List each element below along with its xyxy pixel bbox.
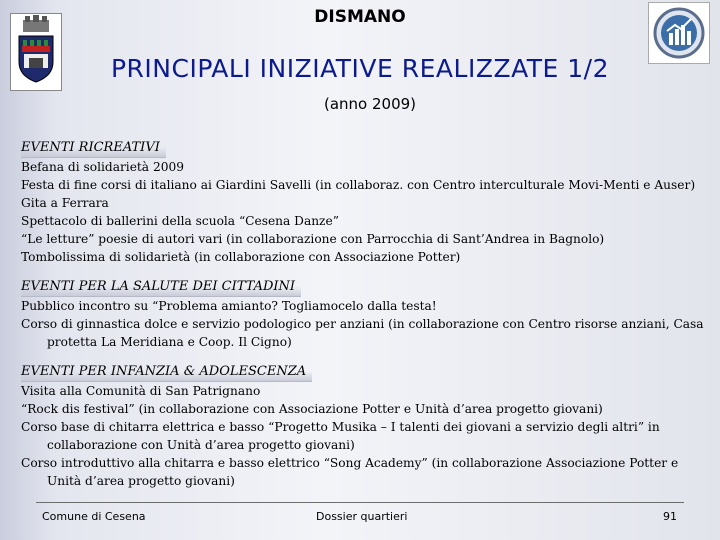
section-heading: EVENTI PER INFANZIA & ADOLESCENZA: [21, 363, 312, 382]
org-name: DISMANO: [314, 7, 406, 27]
list-item: Pubblico incontro su “Problema amianto? Togliamocelo dalla testa!: [21, 299, 437, 313]
list-item: Corso introduttivo alla chitarra e basso elettrico “Song Academy” (in collaborazione Associazione Potter e Unità d’area progetto giovani): [21, 456, 679, 488]
list-item: “Rock dis festival” (in collaborazione con Associazione Potter e Unità d’area progetto giovani): [21, 402, 603, 416]
content-body: [21, 138, 711, 501]
slide-subtitle: (anno 2009): [323, 95, 417, 113]
footer-left: Comune di Cesena: [42, 510, 146, 523]
list-item: Visita alla Comunità di San Patrignano: [21, 384, 261, 398]
list-item: Gita a Ferrara: [21, 196, 109, 210]
list-item: Corso di ginnastica dolce e servizio podologico per anziani (in collaborazione con Centro risorse anziani, Casa protetta La Meridiana e Coop. Il Cigno): [21, 317, 704, 349]
page-number: 91: [663, 510, 677, 523]
footer-center: Dossier quartieri: [316, 510, 408, 523]
list-item: Festa di fine corsi di italiano ai Giardini Savelli (in collaboraz. con Centro interculturale Movi-Menti e Auser): [21, 178, 696, 192]
list-item: Tombolissima di solidarietà (in collaborazione con Associazione Potter): [21, 250, 461, 264]
list-item: “Le letture” poesie di autori vari (in collaborazione con Parrocchia di Sant’Andrea in Bagnolo): [21, 232, 605, 246]
section-heading: EVENTI PER LA SALUTE DEI CITTADINI: [21, 278, 301, 297]
section-eventi-infanzia: [21, 362, 711, 490]
section-eventi-ricreativi: [21, 138, 711, 266]
footer-divider: [36, 502, 684, 503]
section-heading: EVENTI RICREATIVI: [21, 139, 166, 158]
list-item: Befana di solidarietà 2009: [21, 160, 184, 174]
list-item: Spettacolo di ballerini della scuola “Cesena Danze”: [21, 214, 339, 228]
section-eventi-salute: [21, 277, 711, 351]
slide-title: PRINCIPALI INIZIATIVE REALIZZATE 1/2: [110, 54, 609, 83]
list-item: Corso base di chitarra elettrica e basso “Progetto Musika – I talenti dei giovani a servizio degli altri” in collaborazione con Unità d’area progetto giovani): [21, 420, 660, 452]
